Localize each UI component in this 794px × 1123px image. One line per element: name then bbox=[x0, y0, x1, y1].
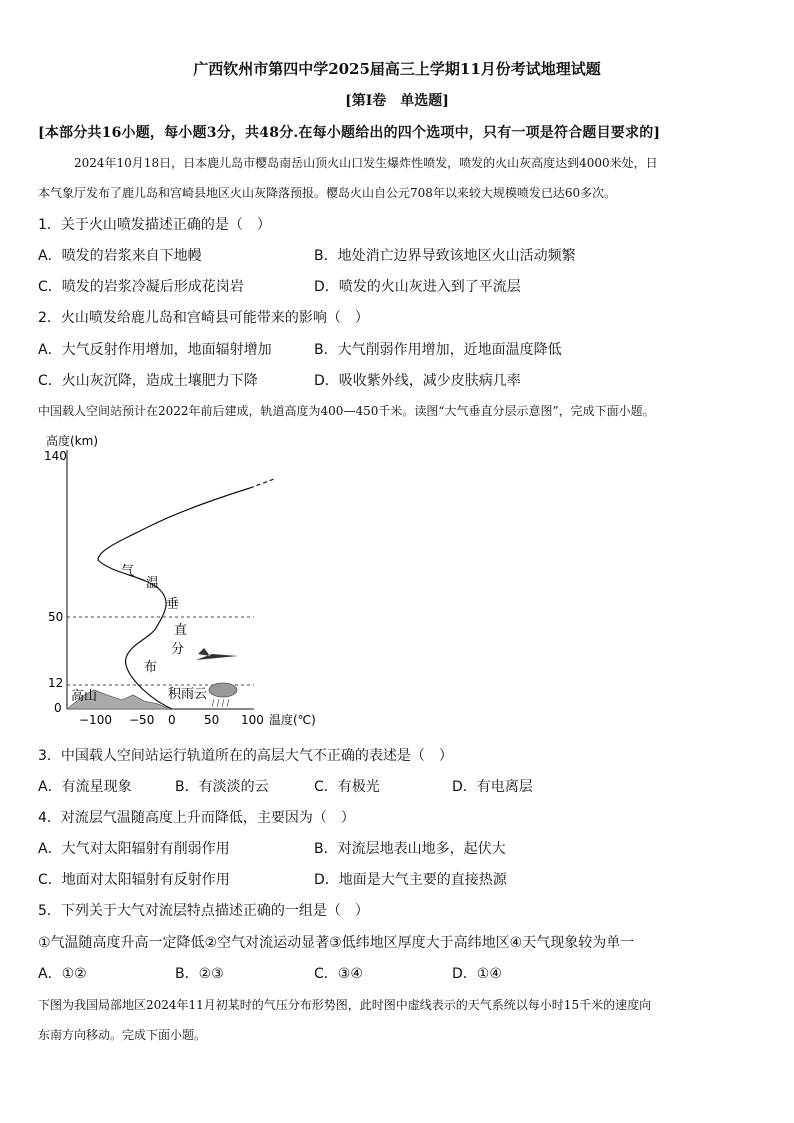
q3-option-c: C．有极光 bbox=[314, 779, 380, 795]
q2-option-a: A．大气反射作用增加，地面辐射增加 bbox=[38, 342, 272, 358]
passage3-line1: 下图为我国局部地区2024年11月初某时的气压分布形势图，此时图中虚线表示的天气系统以每小时15千米的速度向 bbox=[38, 998, 652, 1012]
x-tick-minus50: −50 bbox=[129, 713, 155, 727]
mountain-label: 高山 bbox=[71, 689, 98, 704]
q4-option-d: D．地面是大气主要的直接热源 bbox=[314, 872, 507, 888]
q4-stem: 4．对流层气温随高度上升而降低，主要因为（ ） bbox=[38, 810, 355, 826]
q4-option-c: C．地面对太阳辐射有反射作用 bbox=[38, 872, 230, 888]
passage1-line1: 2024年10月18日，日本鹿儿岛市樱岛南岳山顶火山口发生爆炸性喷发，喷发的火山灰高度达到4000米处，日 bbox=[74, 156, 658, 170]
y-tick-12: 12 bbox=[48, 676, 64, 690]
q5-option-a: A．①② bbox=[38, 966, 87, 982]
y-tick-50: 50 bbox=[48, 610, 64, 624]
y-tick-0: 0 bbox=[54, 701, 62, 715]
temperature-curve-extension bbox=[250, 479, 274, 488]
q5-option-b: B．②③ bbox=[175, 966, 224, 982]
section-heading: [第Ⅰ卷 单选题] bbox=[345, 93, 449, 109]
passage2: 中国载人空间站预计在2022年前后建成，轨道高度为400—450千米。读图“大气垂直分层示意图”，完成下面小题。 bbox=[38, 404, 655, 418]
q5-option-c: C．③④ bbox=[314, 966, 363, 982]
q3-stem: 3．中国载人空间站运行轨道所在的高层大气不正确的表述是（ ） bbox=[38, 748, 453, 764]
q5-statements: ①气温随高度升高一定降低②空气对流运动显著③低纬地区厚度大于高纬地区④天气现象较为单一 bbox=[38, 935, 635, 951]
passage1-line2: 本气象厅发布了鹿儿岛和宫崎县地区火山灰降落预报。樱岛火山自公元708年以来较大规模喷发已达60多次。 bbox=[38, 186, 617, 200]
curve-label-4: 直 bbox=[174, 623, 188, 638]
q3-option-a: A．有流星现象 bbox=[38, 779, 132, 795]
q1-stem: 1．关于火山喷发描述正确的是（ ） bbox=[38, 217, 271, 233]
exam-title: 广西钦州市第四中学2025届高三上学期11月份考试地理试题 bbox=[193, 60, 601, 78]
q4-option-a: A．大气对太阳辐射有削弱作用 bbox=[38, 841, 230, 857]
rain-icon bbox=[212, 699, 229, 707]
q1-option-d: D．喷发的火山灰进入到了平流层 bbox=[314, 279, 521, 295]
x-tick-50: 50 bbox=[204, 713, 220, 727]
q2-option-c: C．火山灰沉降，造成土壤肥力下降 bbox=[38, 373, 258, 389]
q1-option-c: C．喷发的岩浆冷凝后形成花岗岩 bbox=[38, 279, 244, 295]
q5-stem: 5．下列关于大气对流层特点描述正确的一组是（ ） bbox=[38, 903, 369, 919]
q1-option-b: B．地处消亡边界导致该地区火山活动频繁 bbox=[314, 248, 576, 264]
q2-option-b: B．大气削弱作用增加，近地面温度降低 bbox=[314, 342, 562, 358]
x-tick-0: 0 bbox=[168, 713, 176, 727]
curve-label-3: 垂 bbox=[166, 597, 180, 612]
q2-option-d: D．吸收紫外线，减少皮肤病几率 bbox=[314, 373, 521, 389]
atmosphere-diagram bbox=[38, 428, 338, 728]
instruction-text: [本部分共16小题，每小题3分，共48分.在每小题给出的四个选项中，只有一项是符合题目要求的] bbox=[38, 125, 661, 141]
q1-option-a: A．喷发的岩浆来自下地幔 bbox=[38, 248, 202, 264]
x-axis-label: 温度(℃) bbox=[269, 713, 316, 727]
x-tick-minus100: −100 bbox=[79, 713, 112, 727]
q3-option-d: D．有电离层 bbox=[452, 779, 533, 795]
x-tick-100: 100 bbox=[241, 713, 264, 727]
cloud-icon bbox=[209, 683, 237, 697]
curve-label-2: 温 bbox=[146, 576, 160, 591]
q3-option-b: B．有淡淡的云 bbox=[175, 779, 269, 795]
q2-stem: 2．火山喷发给鹿儿岛和宫崎县可能带来的影响（ ） bbox=[38, 310, 369, 326]
cloud-label: 积雨云 bbox=[168, 687, 208, 702]
q4-option-b: B．对流层地表山地多，起伏大 bbox=[314, 841, 506, 857]
curve-label-1: 气 bbox=[121, 564, 135, 579]
curve-label-5: 分 bbox=[171, 642, 185, 657]
y-axis-label: 高度(km) bbox=[46, 434, 99, 448]
airplane-icon bbox=[196, 648, 238, 660]
passage3-line2: 东南方向移动。完成下面小题。 bbox=[38, 1028, 207, 1042]
y-tick-140: 140 bbox=[44, 449, 67, 463]
curve-label-6: 布 bbox=[144, 660, 158, 675]
q5-option-d: D．①④ bbox=[452, 966, 502, 982]
